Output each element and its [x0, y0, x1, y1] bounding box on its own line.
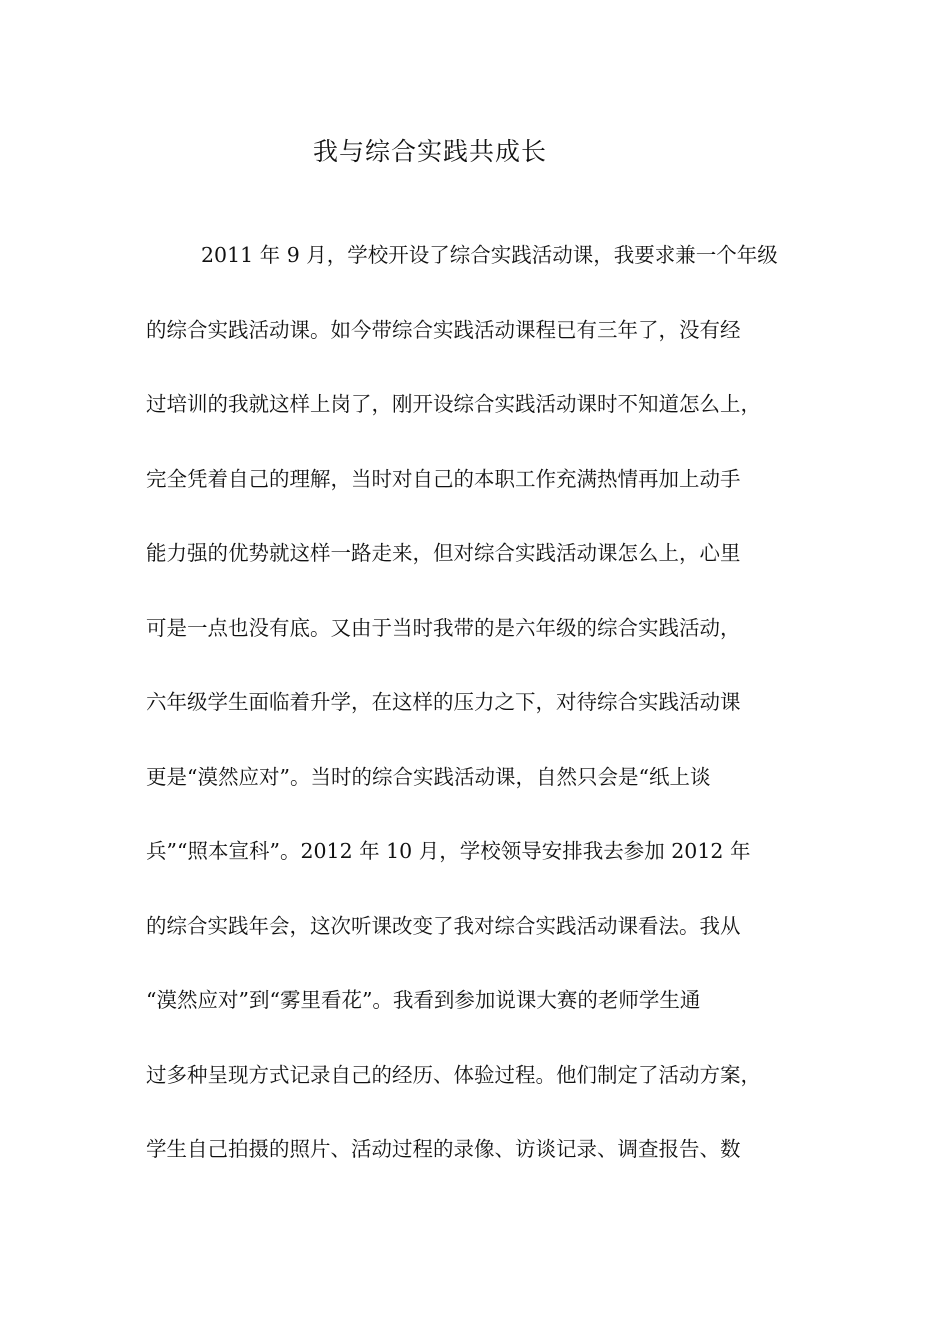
- body-line: 能力强的优势就这样一路走来，但对综合实践活动课怎么上，心里: [146, 541, 741, 565]
- document-title: 我与综合实践共成长: [312, 137, 547, 166]
- body-line: 2011 年 9 月，学校开设了综合实践活动课，我要求兼一个年级: [201, 243, 778, 267]
- body-line: 完全凭着自己的理解，当时对自己的本职工作充满热情再加上动手: [146, 466, 741, 491]
- body-line: 过多种呈现方式记录自己的经历、体验过程。他们制定了活动方案，: [146, 1062, 761, 1087]
- body-line: 的综合实践年会，这次听课改变了我对综合实践活动课看法。我从: [146, 913, 741, 938]
- body-line: 更是“漠然应对”。当时的综合实践活动课，自然只会是“纸上谈: [146, 764, 711, 789]
- body-line: “漠然应对”到“雾里看花”。我看到参加说课大赛的老师学生通: [146, 988, 701, 1012]
- body-line: 的综合实践活动课。如今带综合实践活动课程已有三年了，没有经: [146, 317, 741, 342]
- body-line: 学生自己拍摄的照片、活动过程的录像、访谈记录、调查报告、数: [146, 1137, 741, 1161]
- document-body: [146, 237, 806, 1206]
- body-line: 兵”“照本宣科”。2012 年 10 月，学校领导安排我去参加 2012 年: [146, 839, 751, 863]
- body-line: 六年级学生面临着升学，在这样的压力之下，对待综合实践活动课: [146, 690, 741, 714]
- body-line: 过培训的我就这样上岗了，刚开设综合实践活动课时不知道怎么上，: [146, 392, 761, 416]
- body-line: 可是一点也没有底。又由于当时我带的是六年级的综合实践活动，: [146, 615, 741, 640]
